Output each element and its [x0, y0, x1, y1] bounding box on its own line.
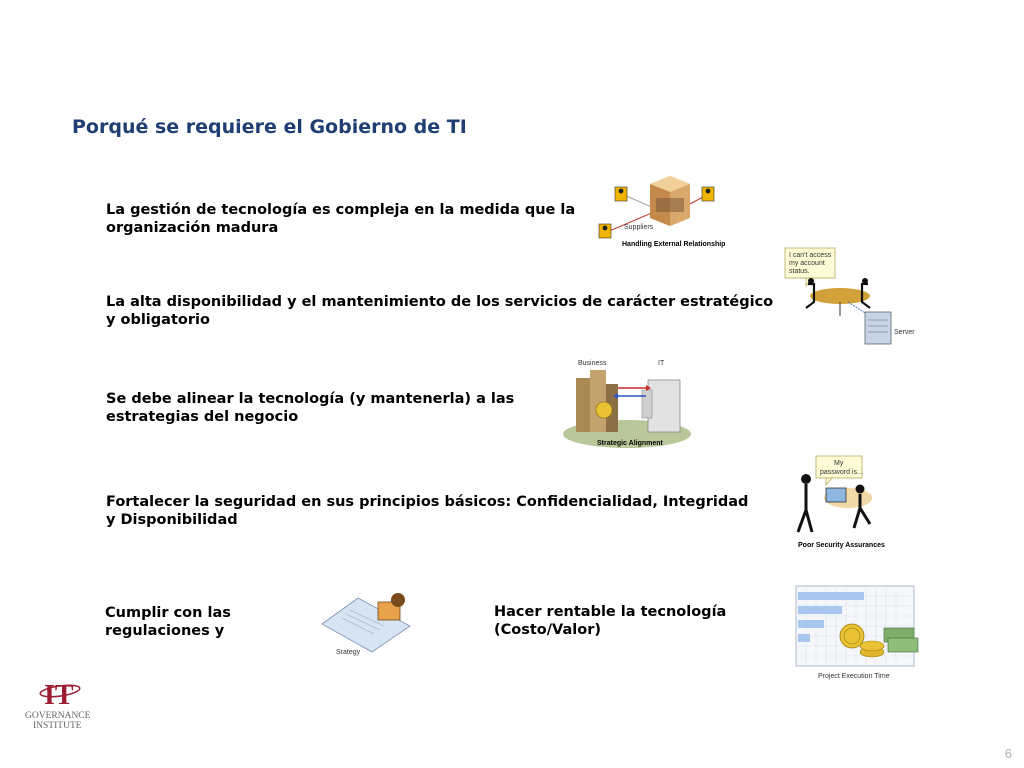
logo-line: INSTITUTE [33, 721, 82, 731]
external-relationship-illustration [594, 174, 732, 250]
bullet-line: regulaciones y [105, 623, 225, 639]
poor-security-illustration [786, 452, 898, 552]
bullet-line: Se debe alinear la tecnología (y mantenerla) a las [106, 391, 515, 407]
bullet-line: y Disponibilidad [106, 512, 238, 528]
external-relationship-caption: Handling External Relationship [622, 241, 726, 248]
bullet-profitability [494, 603, 726, 639]
server-access-illustration [780, 244, 918, 348]
bullet-line: organización madura [106, 220, 279, 236]
page-number: 6 [1004, 746, 1012, 761]
project-execution-illustration [794, 584, 922, 682]
security-bubble-line: My [834, 460, 844, 467]
logo-mark: IT [44, 680, 74, 711]
bullet-alignment [106, 390, 514, 426]
bullet-line: y obligatorio [106, 312, 210, 328]
strategy-document-illustration [318, 588, 422, 660]
bullet-complexity [106, 201, 575, 237]
bullet-line: Fortalecer la seguridad en sus principios básicos: Confidencialidad, Integridad [106, 494, 749, 510]
strategy-label: Srategy [336, 649, 361, 656]
bullet-line: (Costo/Valor) [494, 622, 601, 638]
bullet-line: La alta disponibilidad y el mantenimiento de los servicios de carácter estratégico [106, 294, 774, 310]
suppliers-label: Suppliers [624, 224, 654, 231]
server-bubble-line: status. [789, 268, 810, 275]
slide-title: Porqué se requiere el Gobierno de TI [72, 116, 467, 138]
poor-security-caption: Poor Security Assurances [798, 542, 885, 549]
strategic-alignment-illustration [562, 354, 692, 450]
bullet-security [106, 493, 748, 529]
bullet-regulations [105, 604, 231, 640]
bullet-line: Hacer rentable la tecnología [494, 604, 727, 620]
it-governance-logo [24, 676, 94, 732]
logo-line: GOVERNANCE [25, 711, 91, 721]
server-bubble-line: I can't access [789, 252, 832, 259]
bullet-availability [106, 293, 773, 329]
business-label: Business [578, 360, 607, 367]
security-bubble-line: password is... [820, 469, 863, 476]
project-execution-caption: Project Execution Time [818, 673, 890, 680]
it-label: IT [658, 360, 665, 367]
server-bubble-line: my account [789, 260, 825, 267]
bullet-line: La gestión de tecnología es compleja en la medida que la [106, 202, 576, 218]
bullet-line: Cumplir con las [105, 605, 231, 621]
strategic-alignment-caption: Strategic Alignment [597, 440, 663, 447]
bullet-line: estrategias del negocio [106, 409, 299, 425]
server-label: Server [894, 329, 915, 336]
